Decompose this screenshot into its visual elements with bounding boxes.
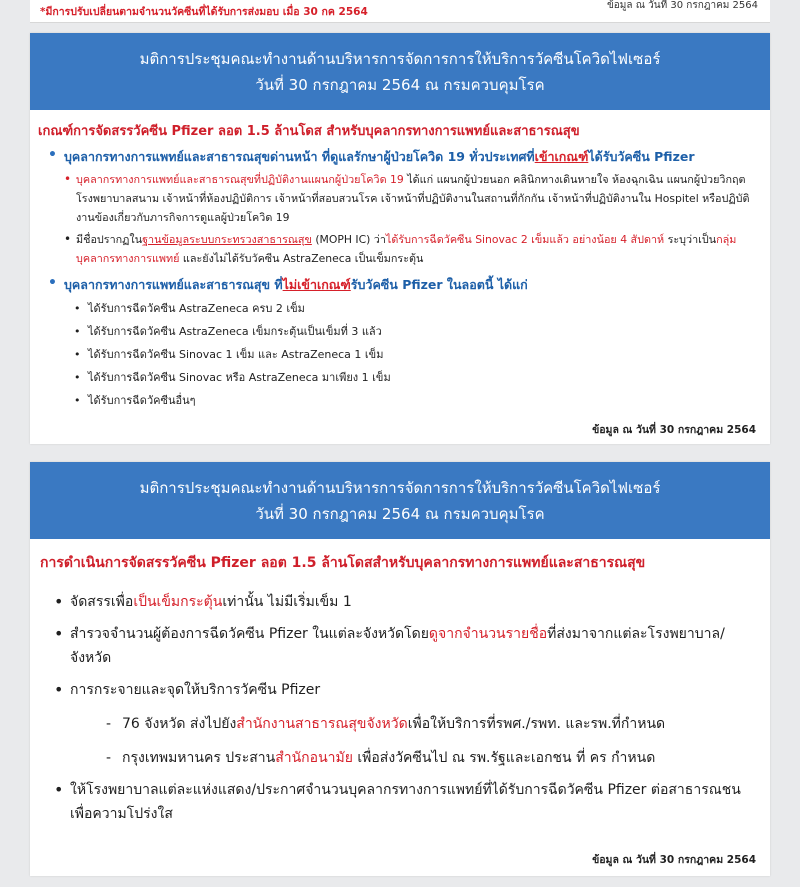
bullet-icon: • bbox=[48, 147, 57, 163]
ineligible-item: • ได้รับการฉีดวัคซีน AstraZeneca เข็มกระตุ้นเป็นเข็มที่ 3 แล้ว bbox=[30, 322, 770, 341]
ineligible-group: • บุคลากรทางการแพทย์และสาธารณสุข ที่ไม่เข้าเกณฑ์รับวัคซีน Pfizer ในลอตนี้ ได้แก่ bbox=[48, 275, 528, 292]
ineligible-keyword: ไม่เข้าเกณฑ์ bbox=[282, 277, 351, 292]
eligible-keyword: เข้าเกณฑ์ bbox=[534, 149, 589, 164]
ineligible-item: • ได้รับการฉีดวัคซีนอื่นๆ bbox=[30, 391, 770, 410]
previous-slide-footer bbox=[30, 0, 770, 23]
header-date: วันที่ 30 กรกฎาคม 2564 ณ กรมควบคุมโรค bbox=[255, 75, 545, 94]
slide-eligibility bbox=[30, 33, 770, 444]
bullet-icon: • bbox=[74, 302, 81, 315]
allocation-point: • ให้โรงพยาบาลแต่ละแห่งแสดง/ประกาศจำนวนบุคลากรทางการแพทย์ที่ได้รับการฉีดวัคซีน Pfizer ต่อสาธารณชนเพื่อความโปร่งใส bbox=[54, 780, 741, 822]
bullet-icon: • bbox=[74, 348, 81, 361]
source-date: ข้อมูล ณ วันที่ 30 กรกฎาคม 2564 bbox=[592, 424, 756, 436]
bullet-icon: • bbox=[74, 371, 81, 384]
source-date: ข้อมูล ณ วันที่ 30 กรกฎาคม 2564 bbox=[606, 0, 758, 11]
allocation-point: • การกระจายและจุดให้บริการวัคซีน Pfizer bbox=[30, 678, 770, 702]
eligible-criterion: • บุคลากรทางการแพทย์และสาธารณสุขที่ปฏิบัติงานแผนกผู้ป่วยโควิด 19 ได้แก่ แผนกผู้ป่วยนอก คลินิกทางเดินหายใจ ห้องฉุกเฉิน แผนกผู้ป่วยวิกฤต โรงพยาบาลสนาม เจ้าหน้าที่ห้องปฏิบัติการ เจ้าหน้าที่สอบสวนโรค เจ้าหน้าที่ปฏิบัติงานในสถานที่กักกัน เจ้าหน้าที่ปฏิบัติงานใน Hospitel หรือปฏิบัติงานข้องเกี่ยวกับภารกิจการดูแลผู้ป่วยโควิด 19 bbox=[64, 172, 750, 224]
bullet-icon: • bbox=[48, 275, 57, 291]
ineligible-item: • ได้รับการฉีดวัคซีน Sinovac 1 เข็ม และ AstraZeneca 1 เข็ม bbox=[30, 345, 770, 364]
distribution-subpoint: - 76 จังหวัด ส่งไปยังสำนักงานสาธารณสุขจังหวัดเพื่อให้บริการที่รพศ./รพท. และรพ.ที่กำหนด bbox=[30, 712, 770, 736]
ineligible-item: • ได้รับการฉีดวัคซีน AstraZeneca ครบ 2 เข็ม bbox=[30, 299, 770, 318]
bullet-icon: • bbox=[54, 592, 64, 611]
allocation-point: • จัดสรรเพื่อเป็นเข็มกระตุ้นเท่านั้น ไม่มีเริ่มเข็ม 1 bbox=[30, 590, 770, 614]
bullet-icon: • bbox=[54, 780, 64, 799]
bullet-icon: • bbox=[64, 232, 72, 246]
header-title: มติการประชุมคณะทำงานด้านบริหารการจัดการการให้บริการวัคซีนโควิดไฟเซอร์ bbox=[139, 478, 661, 497]
distribution-subpoint: - กรุงเทพมหานคร ประสานสำนักอนามัย เพื่อส่งวัคซีนไป ณ รพ.รัฐและเอกชน ที่ คร กำหนด bbox=[30, 746, 770, 770]
bullet-icon: • bbox=[64, 172, 72, 186]
adjustment-note: *มีการปรับเปลี่ยนตามจำนวนวัคซีนที่ได้รับการส่งมอบ เมื่อ 30 กค 2564 bbox=[40, 6, 368, 18]
ineligible-item: • ได้รับการฉีดวัคซีน Sinovac หรือ AstraZeneca มาเพียง 1 เข็ม bbox=[30, 368, 770, 387]
dash-icon: - bbox=[106, 750, 112, 766]
allocation-point: • สำรวจจำนวนผู้ต้องการฉีดวัคซีน Pfizer ในแต่ละจังหวัดโดยดูจากจำนวนรายชื่อที่ส่งมาจากแต่ละโรงพยาบาล/จังหวัด bbox=[54, 624, 725, 666]
bullet-icon: • bbox=[74, 325, 81, 338]
header-date: วันที่ 30 กรกฎาคม 2564 ณ กรมควบคุมโรค bbox=[255, 504, 545, 523]
source-date: ข้อมูล ณ วันที่ 30 กรกฎาคม 2564 bbox=[592, 854, 756, 866]
dash-icon: - bbox=[106, 716, 112, 732]
eligible-criterion: • มีชื่อปรากฏในฐานข้อมูลระบบกระทรวงสาธารณสุข (MOPH IC) ว่าได้รับการฉีดวัคซีน Sinovac 2 เข็มแล้ว อย่างน้อย 4 สัปดาห์ ระบุว่าเป็นกลุ่มบุคลากรทางการแพทย์ และยังไม่ได้รับวัคซีน AstraZeneca เป็นเข็มกระตุ้น bbox=[64, 232, 737, 265]
bullet-icon: • bbox=[54, 624, 64, 643]
slide-header bbox=[30, 33, 770, 110]
section-title: การดำเนินการจัดสรรวัคซีน Pfizer ลอต 1.5 ล้านโดสสำหรับบุคลากรทางการแพทย์และสาธารณสุข bbox=[40, 555, 646, 571]
eligible-group: • บุคลากรทางการแพทย์และสาธารณสุขด่านหน้า ที่ดูแลรักษาผู้ป่วยโควิด 19 ทั่วประเทศที่เข้าเกณฑ์ได้รับวัคซีน Pfizer bbox=[48, 147, 695, 164]
bullet-icon: • bbox=[54, 680, 64, 699]
slide-allocation bbox=[30, 462, 770, 876]
bullet-icon: • bbox=[74, 394, 81, 407]
section-title: เกณฑ์การจัดสรรวัคซีน Pfizer ลอต 1.5 ล้านโดส สำหรับบุคลากรทางการแพทย์และสาธารณสุข bbox=[38, 124, 580, 139]
slide-header bbox=[30, 462, 770, 539]
header-title: มติการประชุมคณะทำงานด้านบริหารการจัดการการให้บริการวัคซีนโควิดไฟเซอร์ bbox=[139, 49, 661, 68]
